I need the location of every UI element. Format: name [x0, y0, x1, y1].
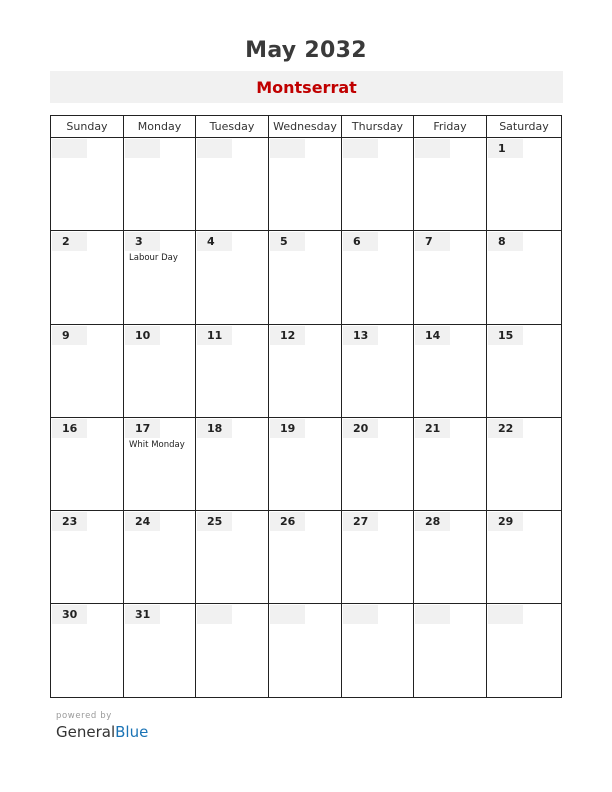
day-number: 24: [125, 512, 160, 531]
day-number: 26: [270, 512, 305, 531]
day-cell: [487, 138, 561, 230]
day-cell: [342, 418, 414, 510]
day-cell: [124, 231, 196, 323]
day-cell: [487, 231, 561, 323]
day-cell: [487, 511, 561, 603]
footer: [56, 711, 148, 741]
brand-name-part1: General: [56, 723, 116, 741]
day-number: 4: [197, 232, 232, 251]
day-cell: [196, 604, 269, 697]
day-cell: [487, 604, 561, 697]
week-row: [51, 231, 561, 324]
page-title: May 2032: [245, 38, 367, 63]
day-number: 28: [415, 512, 450, 531]
day-number: 30: [52, 605, 87, 624]
day-cell: [414, 511, 487, 603]
calendar-grid: [50, 115, 562, 698]
day-cell: [414, 138, 487, 230]
day-number: [197, 605, 232, 624]
day-number: [270, 605, 305, 624]
week-row: [51, 418, 561, 511]
day-cell: [124, 418, 196, 510]
holiday-label: Labour Day: [129, 253, 178, 264]
day-cell: [414, 325, 487, 417]
weekday-header-wednesday: Wednesday: [269, 116, 342, 137]
day-cell: [51, 511, 124, 603]
day-cell: [196, 418, 269, 510]
day-number: 18: [197, 419, 232, 438]
day-cell: [487, 418, 561, 510]
day-cell: [124, 604, 196, 697]
day-cell: [51, 138, 124, 230]
day-cell: [196, 231, 269, 323]
day-cell: [124, 138, 196, 230]
brand-logo: [56, 723, 148, 741]
day-number: [197, 139, 232, 158]
day-cell: [51, 418, 124, 510]
day-number: 31: [125, 605, 160, 624]
day-cell: [269, 418, 342, 510]
day-cell: [414, 418, 487, 510]
day-number: 29: [488, 512, 523, 531]
day-number: [343, 605, 378, 624]
day-cell: [269, 325, 342, 417]
powered-by-text: powered by: [56, 711, 112, 721]
day-cell: [196, 138, 269, 230]
day-number: [270, 139, 305, 158]
region-name: Montserrat: [256, 77, 357, 97]
weekday-header-tuesday: Tuesday: [196, 116, 269, 137]
day-cell: [124, 511, 196, 603]
day-number: [415, 605, 450, 624]
day-number: 6: [343, 232, 378, 251]
day-number: 10: [125, 326, 160, 345]
day-number: [52, 139, 87, 158]
day-cell: [342, 138, 414, 230]
day-number: 19: [270, 419, 305, 438]
weeks-container: [51, 138, 561, 698]
day-cell: [269, 138, 342, 230]
day-cell: [342, 325, 414, 417]
day-number: 12: [270, 326, 305, 345]
day-number: 8: [488, 232, 523, 251]
day-cell: [269, 231, 342, 323]
day-cell: [414, 231, 487, 323]
day-cell: [269, 604, 342, 697]
day-number: 17: [125, 419, 160, 438]
day-number: 3: [125, 232, 160, 251]
day-number: 7: [415, 232, 450, 251]
brand-name-part2: Blue: [115, 723, 149, 741]
day-number: 16: [52, 419, 87, 438]
day-number: 21: [415, 419, 450, 438]
day-cell: [269, 511, 342, 603]
day-number: 9: [52, 326, 87, 345]
day-cell: [51, 604, 124, 697]
day-number: 27: [343, 512, 378, 531]
weekday-header-sunday: Sunday: [51, 116, 124, 137]
day-number: 11: [197, 326, 232, 345]
day-number: 5: [270, 232, 305, 251]
day-number: [415, 139, 450, 158]
day-number: 25: [197, 512, 232, 531]
day-number: 13: [343, 326, 378, 345]
week-row: [51, 325, 561, 418]
day-number: 22: [488, 419, 523, 438]
day-number: 14: [415, 326, 450, 345]
day-number: 2: [52, 232, 87, 251]
day-number: [343, 139, 378, 158]
holiday-label: Whit Monday: [129, 439, 185, 450]
weekday-header-friday: Friday: [414, 116, 487, 137]
weekday-header-thursday: Thursday: [342, 116, 414, 137]
day-number: [125, 139, 160, 158]
day-number: 20: [343, 419, 378, 438]
day-cell: [124, 325, 196, 417]
weekday-header-row: [51, 116, 561, 138]
day-cell: [342, 511, 414, 603]
week-row: [51, 604, 561, 697]
region-banner: [50, 71, 563, 103]
day-cell: [196, 511, 269, 603]
week-row: [51, 511, 561, 604]
weekday-header-saturday: Saturday: [499, 120, 549, 133]
day-number: 23: [52, 512, 87, 531]
day-number: [488, 605, 523, 624]
day-number: 15: [488, 326, 523, 345]
day-cell: [414, 604, 487, 697]
day-number: 1: [488, 139, 523, 158]
day-cell: [342, 604, 414, 697]
week-row: [51, 138, 561, 231]
weekday-header-monday: Monday: [124, 116, 196, 137]
day-cell: [342, 231, 414, 323]
day-cell: [196, 325, 269, 417]
day-cell: [51, 231, 124, 323]
day-cell: [51, 325, 124, 417]
day-cell: [487, 325, 561, 417]
